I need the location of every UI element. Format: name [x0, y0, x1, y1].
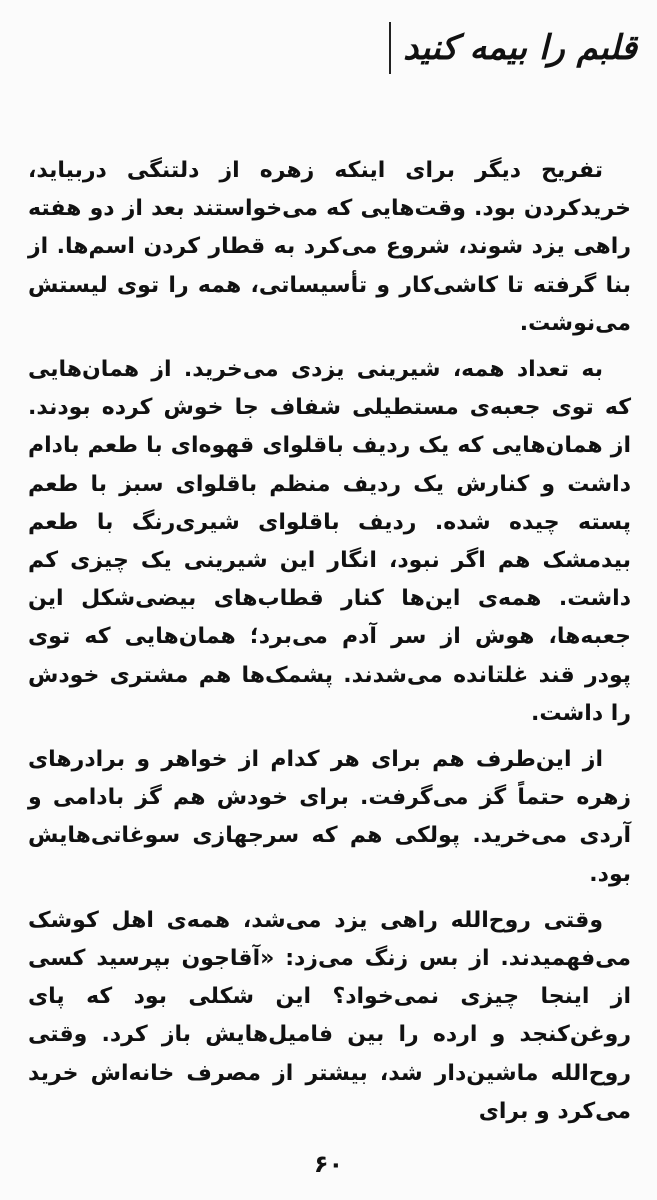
paragraph: تفریح دیگر برای اینکه زهره از دلتنگی دربیاید، خریدکردن بود. وقت‌هایی که می‌خواستند بعد از دو هفته راهی یزد شوند، شروع می‌کرد به قطار کردن اسم‌ها. از بنا گرفته تا کاشی‌کار و تأسیساتی، همه را توی لیستش می‌نوشت. — [28, 158, 631, 336]
paragraph: به تعداد همه، شیرینی یزدی می‌خرید. از همان‌هایی که توی جعبه‌ی مستطیلی شفاف جا خوش کرده بودند. از همان‌هایی که یک ردیف باقلوای قهوه‌ای با طعم بادام داشت و کنارش یک ردیف منظم باقلوای سبز با طعم پسته چیده شده. ردیف باقلوای شیری‌رنگ با طعم بیدمشک هم اگر نبود، انگار این شیرینی یک چیزی کم داشت. همه‌ی این‌ها کنار قطاب‌های بیضی‌شکل این جعبه‌ها، هوش از سر آدم می‌برد؛ همان‌هایی که توی پودر قند غلتانده می‌شدند. پشمک‌ها هم مشتری خودش را داشت. — [28, 357, 631, 726]
header-divider — [389, 22, 391, 74]
page-number: ۶۰ — [313, 1150, 344, 1178]
paragraph: از این‌طرف هم برای هر کدام از خواهر و برادرهای زهره حتماً گز می‌گرفت. برای خودش هم گز بادامی و آردی می‌خرید. پولکی هم که سرجهازی سوغاتی‌هایش بود. — [28, 747, 631, 887]
book-title: قلبم را بیمه کنید — [403, 28, 637, 68]
body-text — [28, 152, 631, 1139]
running-header — [389, 18, 637, 78]
paragraph: وقتی روح‌الله راهی یزد می‌شد، همه‌ی اهل کوشک می‌فهمیدند. از بس زنگ می‌زد: «آقاجون بپرسید کسی از اینجا چیزی نمی‌خواد؟ این شکلی بود که پای روغن‌کنجد و ارده را بین فامیل‌هایش باز کرد. وقتی روح‌الله ماشین‌دار شد، بیشتر از مصرف خانه‌اش خرید می‌کرد و برای — [28, 907, 631, 1124]
